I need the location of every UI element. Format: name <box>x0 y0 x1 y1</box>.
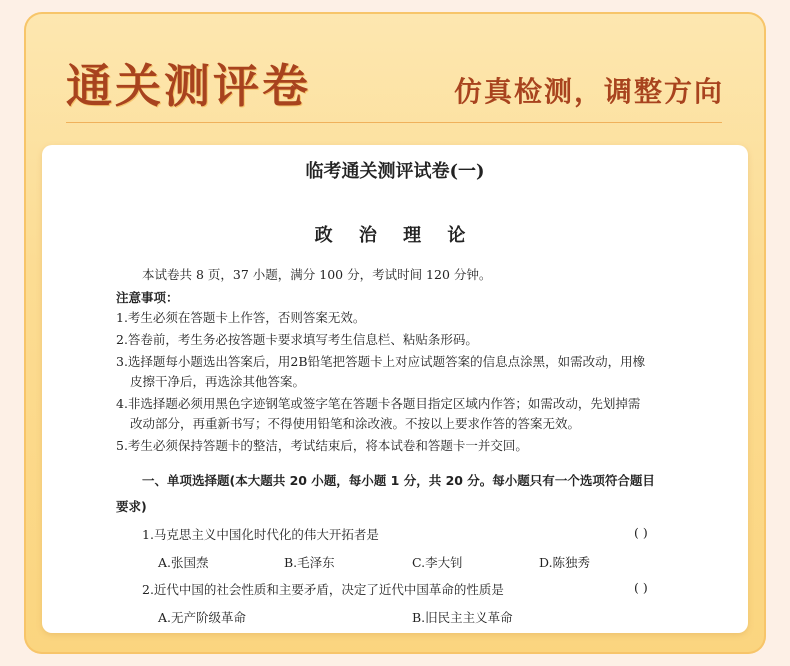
question-option: B.旧民主主义革命 <box>412 610 513 625</box>
paper-subject: 政 治 理 论 <box>314 225 476 246</box>
answer-parenthesis: ( ) <box>634 525 648 540</box>
notice-item: 5.考生必须保持答题卡的整洁，考试结束后，将本试卷和答题卡一并交回。 <box>116 438 528 453</box>
question-option: C.李大钊 <box>412 555 463 570</box>
section-heading: 一、单项选择题(本大题共 20 小题，每小题 1 分，共 20 分。每小题只有一个选项符合题目 <box>142 473 655 488</box>
question-option: D.陈独秀 <box>539 555 591 570</box>
notice-item: 2.答卷前，考生务必按答题卡要求填写考生信息栏、粘贴条形码。 <box>116 332 478 347</box>
question-option: B.毛泽东 <box>284 555 335 570</box>
banner-slogan: 仿真检测，调整方向 <box>453 75 724 108</box>
banner-title: 通关测评卷 <box>66 59 311 113</box>
question-stem: 2.近代中国的社会性质和主要矛盾，决定了近代中国革命的性质是 <box>142 582 504 597</box>
notice-heading: 注意事项： <box>116 290 179 305</box>
notice-item: 4.非选择题必须用黑色字迹钢笔或签字笔在答题卡各题目指定区域内作答；如需改动，先划掉需 <box>116 396 641 411</box>
notice-item-continued: 皮擦干净后，再选涂其他答案。 <box>130 374 306 389</box>
question-option: A.无产阶级革命 <box>158 610 247 625</box>
notice-item: 1.考生必须在答题卡上作答，否则答案无效。 <box>116 310 366 325</box>
answer-parenthesis: ( ) <box>634 580 648 595</box>
paper-title: 临考通关测评试卷(一) <box>305 161 485 182</box>
question-option: A.张国焘 <box>158 555 209 570</box>
paper-intro: 本试卷共 8 页，37 小题，满分 100 分，考试时间 120 分钟。 <box>142 267 492 282</box>
question-stem: 1.马克思主义中国化时代化的伟大开拓者是 <box>142 527 379 542</box>
notice-item: 3.选择题每小题选出答案后，用2B铅笔把答题卡上对应试题答案的信息点涂黑，如需改动，用橡 <box>116 354 646 369</box>
section-heading-continued: 要求) <box>116 499 147 514</box>
exam-paper <box>42 145 748 633</box>
notice-item-continued: 改动部分，再重新书写；不得使用铅笔和涂改液。不按以上要求作答的答案无效。 <box>130 416 581 431</box>
banner-divider <box>66 122 722 123</box>
